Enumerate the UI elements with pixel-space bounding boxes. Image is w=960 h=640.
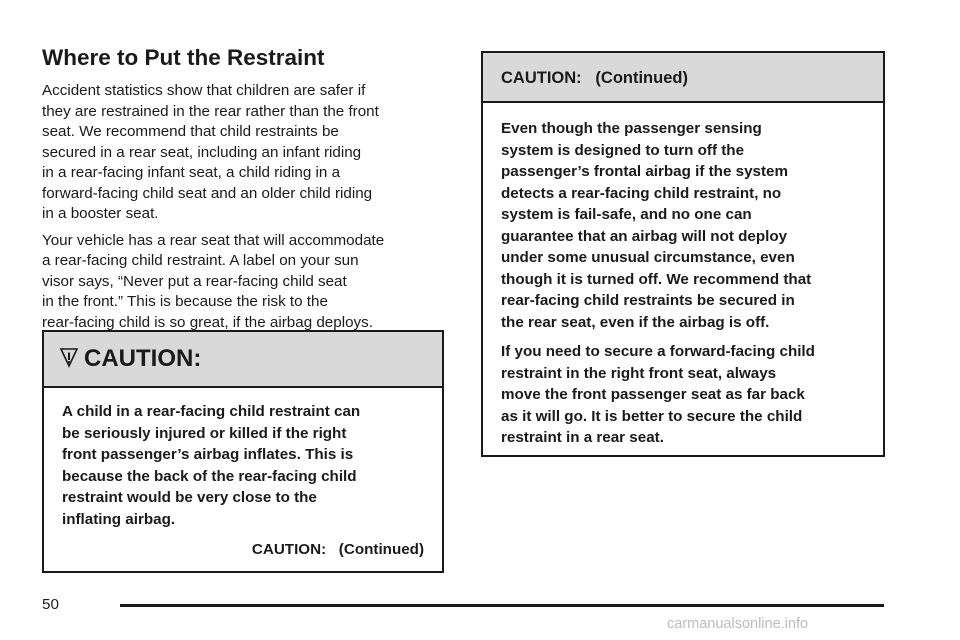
text-line: as it will go. It is better to secure the child <box>501 407 803 425</box>
caution-title: CAUTION: <box>84 345 202 372</box>
text-line: seat. We recommend that child restraints be <box>42 123 339 140</box>
text-line: secured in a rear seat, including an infant riding <box>42 143 362 161</box>
text-line: a rear-facing child restraint. A label on your sun <box>42 252 359 269</box>
text-line: If you need to secure a forward-facing child <box>501 343 815 360</box>
text-line: in a booster seat. <box>42 205 159 222</box>
text-line: system is fail-safe, and no one can <box>501 206 752 223</box>
text-line: they are restrained in the rear rather than the front <box>42 102 379 120</box>
watermark: carmanualsonline.info <box>667 616 809 632</box>
caution-continued-body <box>483 103 883 449</box>
text-line: detects a rear-facing child restraint, no <box>501 184 782 202</box>
text-line: because the back of the rear-facing child <box>62 467 357 485</box>
text-line: though it is turned off. We recommend that <box>501 270 812 288</box>
paragraph-rear-seat <box>42 231 452 334</box>
footer-divider <box>120 604 884 607</box>
text-line: restraint in the right front seat, always <box>501 364 777 382</box>
text-line: Even though the passenger sensing <box>501 120 762 137</box>
paragraph-statistics <box>42 81 452 225</box>
text-line: rear-facing child is so great, if the airbag deploys. <box>42 313 373 331</box>
section-title: Where to Put the Restraint <box>42 45 325 70</box>
text-line: forward-facing child seat and an older child riding <box>42 184 373 202</box>
text-line: move the front passenger seat as far back <box>501 386 805 403</box>
text-line: passenger’s frontal airbag if the system <box>501 163 788 180</box>
caution-header <box>44 332 442 388</box>
left-column <box>42 44 452 339</box>
caution-continued-header: CAUTION: (Continued) <box>483 53 883 103</box>
text-line: restraint in a rear seat. <box>501 429 664 446</box>
caution-paragraph-sensing <box>501 118 865 333</box>
caution-box <box>42 330 444 573</box>
text-line: Accident statistics show that children are safer if <box>42 82 366 99</box>
text-line: be seriously injured or killed if the right <box>62 424 347 442</box>
caution-paragraph-forward-facing <box>501 341 865 449</box>
warning-icon <box>58 346 80 368</box>
caution-continued-box <box>481 51 885 457</box>
caution-body <box>44 388 442 561</box>
text-line: in a rear-facing infant seat, a child riding in a <box>42 164 341 181</box>
text-line: Your vehicle has a rear seat that will accommodate <box>42 231 385 249</box>
page-number: 50 <box>42 596 59 613</box>
text-line: front passenger’s airbag inflates. This is <box>62 446 354 463</box>
caution-continued-label: CAUTION: (Continued) <box>251 541 424 558</box>
text-line: restraint would be very close to the <box>62 489 317 506</box>
text-line: system is designed to turn off the <box>501 141 745 159</box>
text-line: guarantee that an airbag will not deploy <box>501 227 788 245</box>
text-line: rear-facing child restraints be secured in <box>501 292 795 309</box>
text-line: the rear seat, even if the airbag is off. <box>501 313 770 331</box>
text-line: under some unusual circumstance, even <box>501 249 795 266</box>
text-line: visor says, “Never put a rear-facing child seat <box>42 272 347 290</box>
text-line: in the front.” This is because the risk to the <box>42 293 328 310</box>
text-line: A child in a rear-facing child restraint can <box>62 403 361 420</box>
text-line: inflating airbag. <box>62 510 176 528</box>
